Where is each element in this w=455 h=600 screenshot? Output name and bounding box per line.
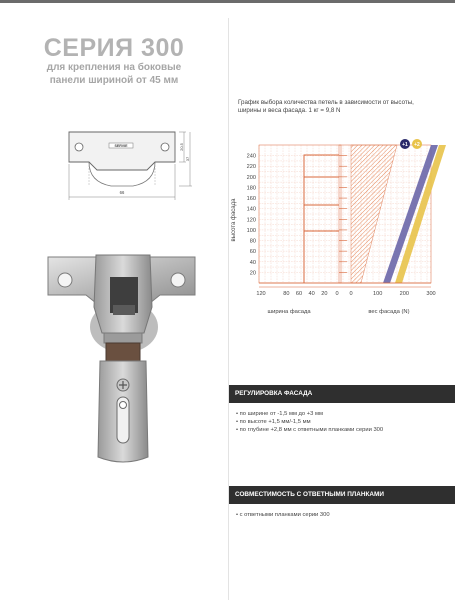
x-left-tick-label: 120 [256, 291, 266, 297]
y-tick-label: 200 [246, 174, 256, 181]
y-tick-label: 180 [246, 185, 256, 192]
list-item: • по высоте +1,5 мм/-1,5 мм [236, 418, 451, 426]
x-right-tick-label: 100 [372, 291, 383, 297]
y-tick-label: 220 [246, 164, 256, 171]
badge-plus1-text: +1 [402, 142, 408, 148]
dim-height-inner: 20.5 [179, 143, 184, 151]
x-left-tick-label: 40 [308, 291, 315, 297]
page-subtitle-line-1: для крепления на боковые [46, 62, 182, 73]
y-tick-label: 100 [246, 227, 256, 234]
page-subtitle-line-2: панели шириной от 45 мм [49, 75, 179, 86]
y-tick-label: 240 [246, 153, 256, 160]
dim-height-outer: 37 [185, 156, 190, 162]
y-axis-label: высота фасада [231, 198, 237, 242]
y-tick-label: 60 [249, 249, 256, 256]
x-left-tick-label: 20 [321, 291, 328, 297]
x-axis-label-width: ширина фасада [267, 309, 311, 315]
list-item: • по глубине +2,8 мм с ответными планками серии 300 [236, 426, 451, 434]
y-tick-label: 20 [249, 270, 256, 277]
list-item: • с ответными планками серии 300 [236, 511, 451, 519]
x-left-tick-label: 0 [335, 291, 339, 297]
x-right-tick-label: 200 [399, 291, 410, 297]
section-compat-title: СОВМЕСТИМОСТЬ С ОТВЕТНЫМИ ПЛАНКАМИ [229, 486, 455, 504]
section-adjust-title: РЕГУЛИРОВКА ФАСАДА [229, 385, 455, 403]
y-tick-label: 40 [249, 259, 256, 266]
page-title: СЕРИЯ 300 [43, 34, 185, 62]
top-rule [0, 0, 455, 3]
badge-plus2-text: +2 [414, 142, 420, 148]
hinge-chart [229, 125, 455, 325]
plate-brand-text: SERVIE [114, 144, 128, 148]
x-left-tick-label: 80 [283, 291, 290, 297]
x-axis-label-weight: вес фасада (N) [368, 309, 410, 315]
chart-caption: График выбора количества петель в зависимости от высоты, ширины и веса фасада. 1 кг = 9,8 N [238, 99, 414, 114]
mounting-plate-drawing [55, 120, 195, 202]
y-tick-label: 140 [246, 206, 256, 213]
dim-width: 66 [119, 190, 125, 195]
y-tick-label: 120 [246, 217, 256, 224]
hinge-photo [40, 245, 205, 475]
compat-list [236, 511, 451, 519]
y-tick-label: 160 [246, 196, 256, 203]
list-item: • по ширине от -1,5 мм до +3 мм [236, 410, 451, 418]
x-left-tick-label: 60 [295, 291, 303, 297]
x-right-tick-label: 0 [349, 291, 353, 297]
y-tick-label: 80 [249, 238, 256, 245]
adjust-list [236, 410, 451, 434]
series-plus2-band [395, 145, 446, 283]
x-right-tick-label: 300 [426, 291, 436, 297]
